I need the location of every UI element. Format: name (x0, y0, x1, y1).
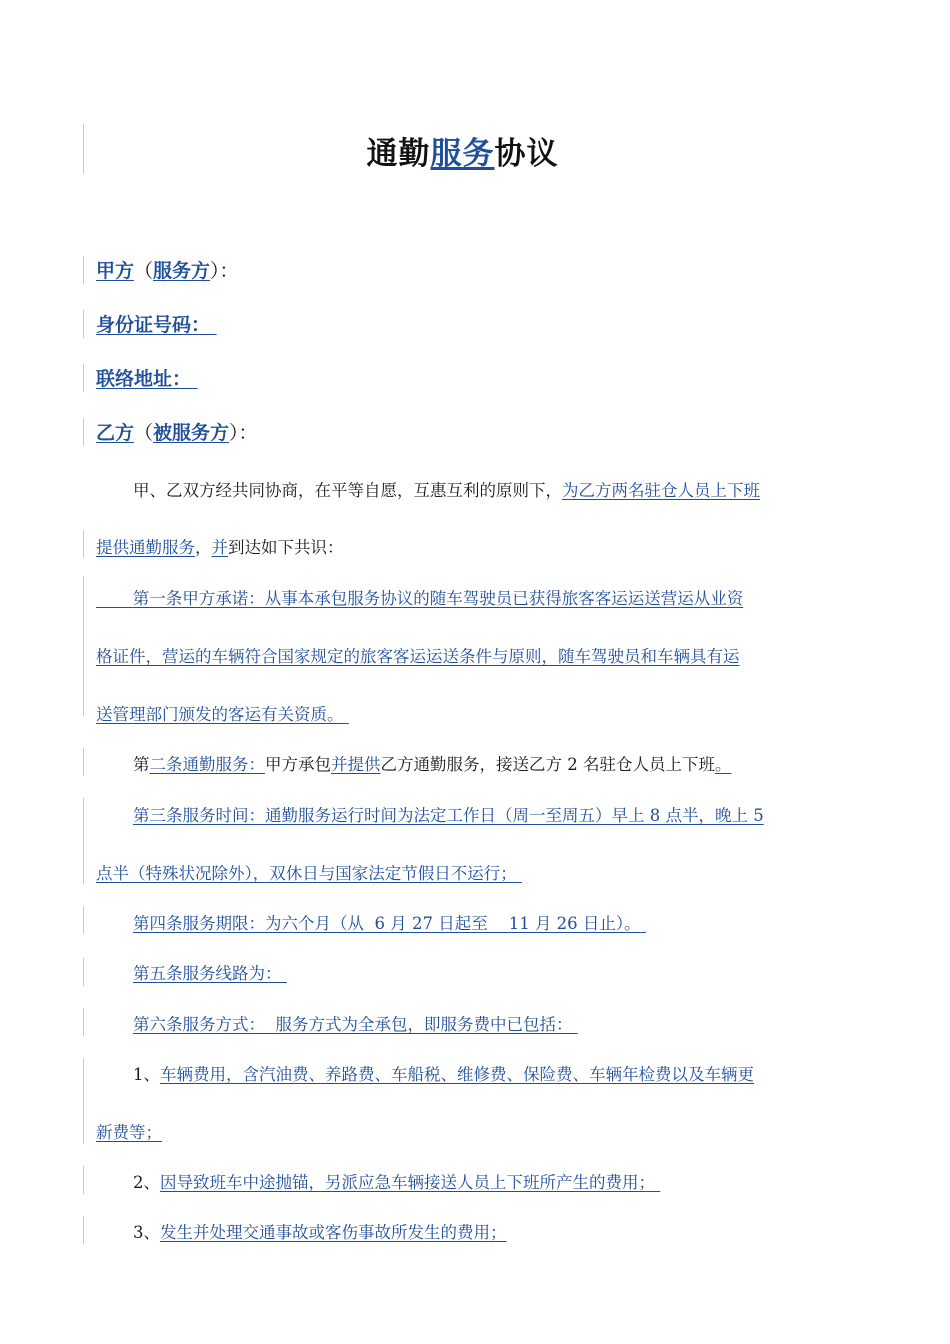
article-2-line: 第二条通勤服务：甲方承包并提供乙方通勤服务，接送乙方 2 名驻仓人员上下班。 (133, 755, 732, 774)
party-b-label[interactable]: 乙方 (96, 422, 135, 444)
item-1-text[interactable]: 新费等； (96, 1123, 162, 1142)
article-1-text[interactable]: 第一条甲方承诺：从事本承包服务协议的随车驾驶员已获得旅客客运运送营运从业资 (132, 589, 744, 608)
article-1-line-2 (96, 643, 740, 667)
item-2-text[interactable]: 因导致班车中途抛锚，另派应急车辆接送人员上下班所产生的费用； (160, 1173, 655, 1192)
article-2-link[interactable]: 二条通勤服务： (149, 755, 265, 774)
article-3-text[interactable]: 第三条服务时间：通勤服务运行时间为法定工作日（周一至周五）早上 8 点半，晚上 5 (133, 806, 764, 825)
margin-bar (83, 310, 84, 338)
article-5-text[interactable]: 第五条服务线路为： (133, 964, 282, 983)
article-5-line (133, 960, 287, 984)
party-a-label[interactable]: 甲方 (96, 260, 135, 282)
title-link[interactable]: 服务 (430, 136, 495, 172)
margin-bar (83, 530, 84, 558)
id-number-label[interactable]: 身份证号码： (96, 314, 211, 336)
article-1-text[interactable]: 格证件，营运的车辆符合国家规定的旅客客运运送条件与原则，随车驾驶员和车辆具有运 (96, 647, 740, 666)
item-3-line: 3、发生并处理交通事故或客伤事故所发生的费用； (133, 1223, 507, 1242)
margin-bar (83, 1166, 84, 1194)
margin-bar (83, 958, 84, 986)
article-3-line-1 (133, 802, 764, 826)
party-a-role[interactable]: 服务方 (153, 260, 211, 282)
article-3-line-2 (96, 860, 522, 884)
article-4-line (133, 910, 646, 934)
item-1-line-1: 1、车辆费用，含汽油费、养路费、车船税、维修费、保险费、车辆年检费以及车辆更 (133, 1065, 754, 1084)
item-2-line: 2、因导致班车中途抛锚，另派应急车辆接送人员上下班所产生的费用； (133, 1173, 655, 1192)
margin-bar (83, 906, 84, 934)
margin-bar (83, 1008, 84, 1036)
article-1-line-3 (96, 701, 349, 725)
address-label[interactable]: 联络地址： (96, 368, 192, 390)
margin-bar (83, 256, 84, 284)
id-number-line (96, 310, 217, 337)
intro-link[interactable]: 并 (211, 538, 228, 557)
article-6-prefix[interactable]: 第六 (133, 1015, 166, 1034)
margin-bar (83, 418, 84, 446)
intro-link[interactable]: 提供通勤服务 (96, 538, 195, 557)
article-3-text[interactable]: 点半（特殊状况除外），双休日与国家法定节假日不运行； (96, 864, 517, 883)
party-b-line: 乙方（被服务方）： (96, 422, 258, 444)
margin-bar (83, 1058, 84, 1144)
article-4-text[interactable]: 第四条服务期限：为六个月（从 6 月 27 日起至 11 月 26 日止）。 (133, 914, 641, 933)
document-title: 通勤服务协议 (366, 136, 559, 172)
article-1-line-1 (96, 585, 743, 609)
article-2-link[interactable]: 。 (715, 755, 732, 774)
margin-bar (83, 576, 84, 716)
intro-line-2: 提供通勤服务，并到达如下共识： (96, 538, 344, 557)
article-6-line (133, 1011, 578, 1035)
party-a-line: 甲方（服务方）： (96, 260, 239, 282)
margin-bar (83, 748, 84, 776)
article-6-text[interactable]: 条服务方式： 服务方式为全承包，即服务费中已包括： (166, 1015, 573, 1034)
item-1-line-2 (96, 1119, 162, 1143)
margin-bar (83, 798, 84, 884)
party-b-role[interactable]: 被服务方 (153, 422, 230, 444)
intro-line-1: 甲、乙双方经共同协商，在平等自愿，互惠互利的原则下，为乙方两名驻仓人员上下班 (133, 481, 760, 500)
item-1-text[interactable]: 车辆费用，含汽油费、养路费、车船税、维修费、保险费、车辆年检费以及车辆更 (160, 1065, 754, 1084)
intro-link[interactable]: 为乙方两名驻仓人员上下班 (562, 481, 760, 500)
margin-bar (83, 364, 84, 392)
article-2-link[interactable]: 并提供 (331, 755, 381, 774)
item-3-text[interactable]: 发生并处理交通事故或客伤事故所发生的费用； (160, 1223, 507, 1242)
article-1-text[interactable]: 送管理部门颁发的客运有关资质。 (96, 705, 344, 724)
margin-bar (83, 1216, 84, 1244)
address-line (96, 364, 198, 391)
